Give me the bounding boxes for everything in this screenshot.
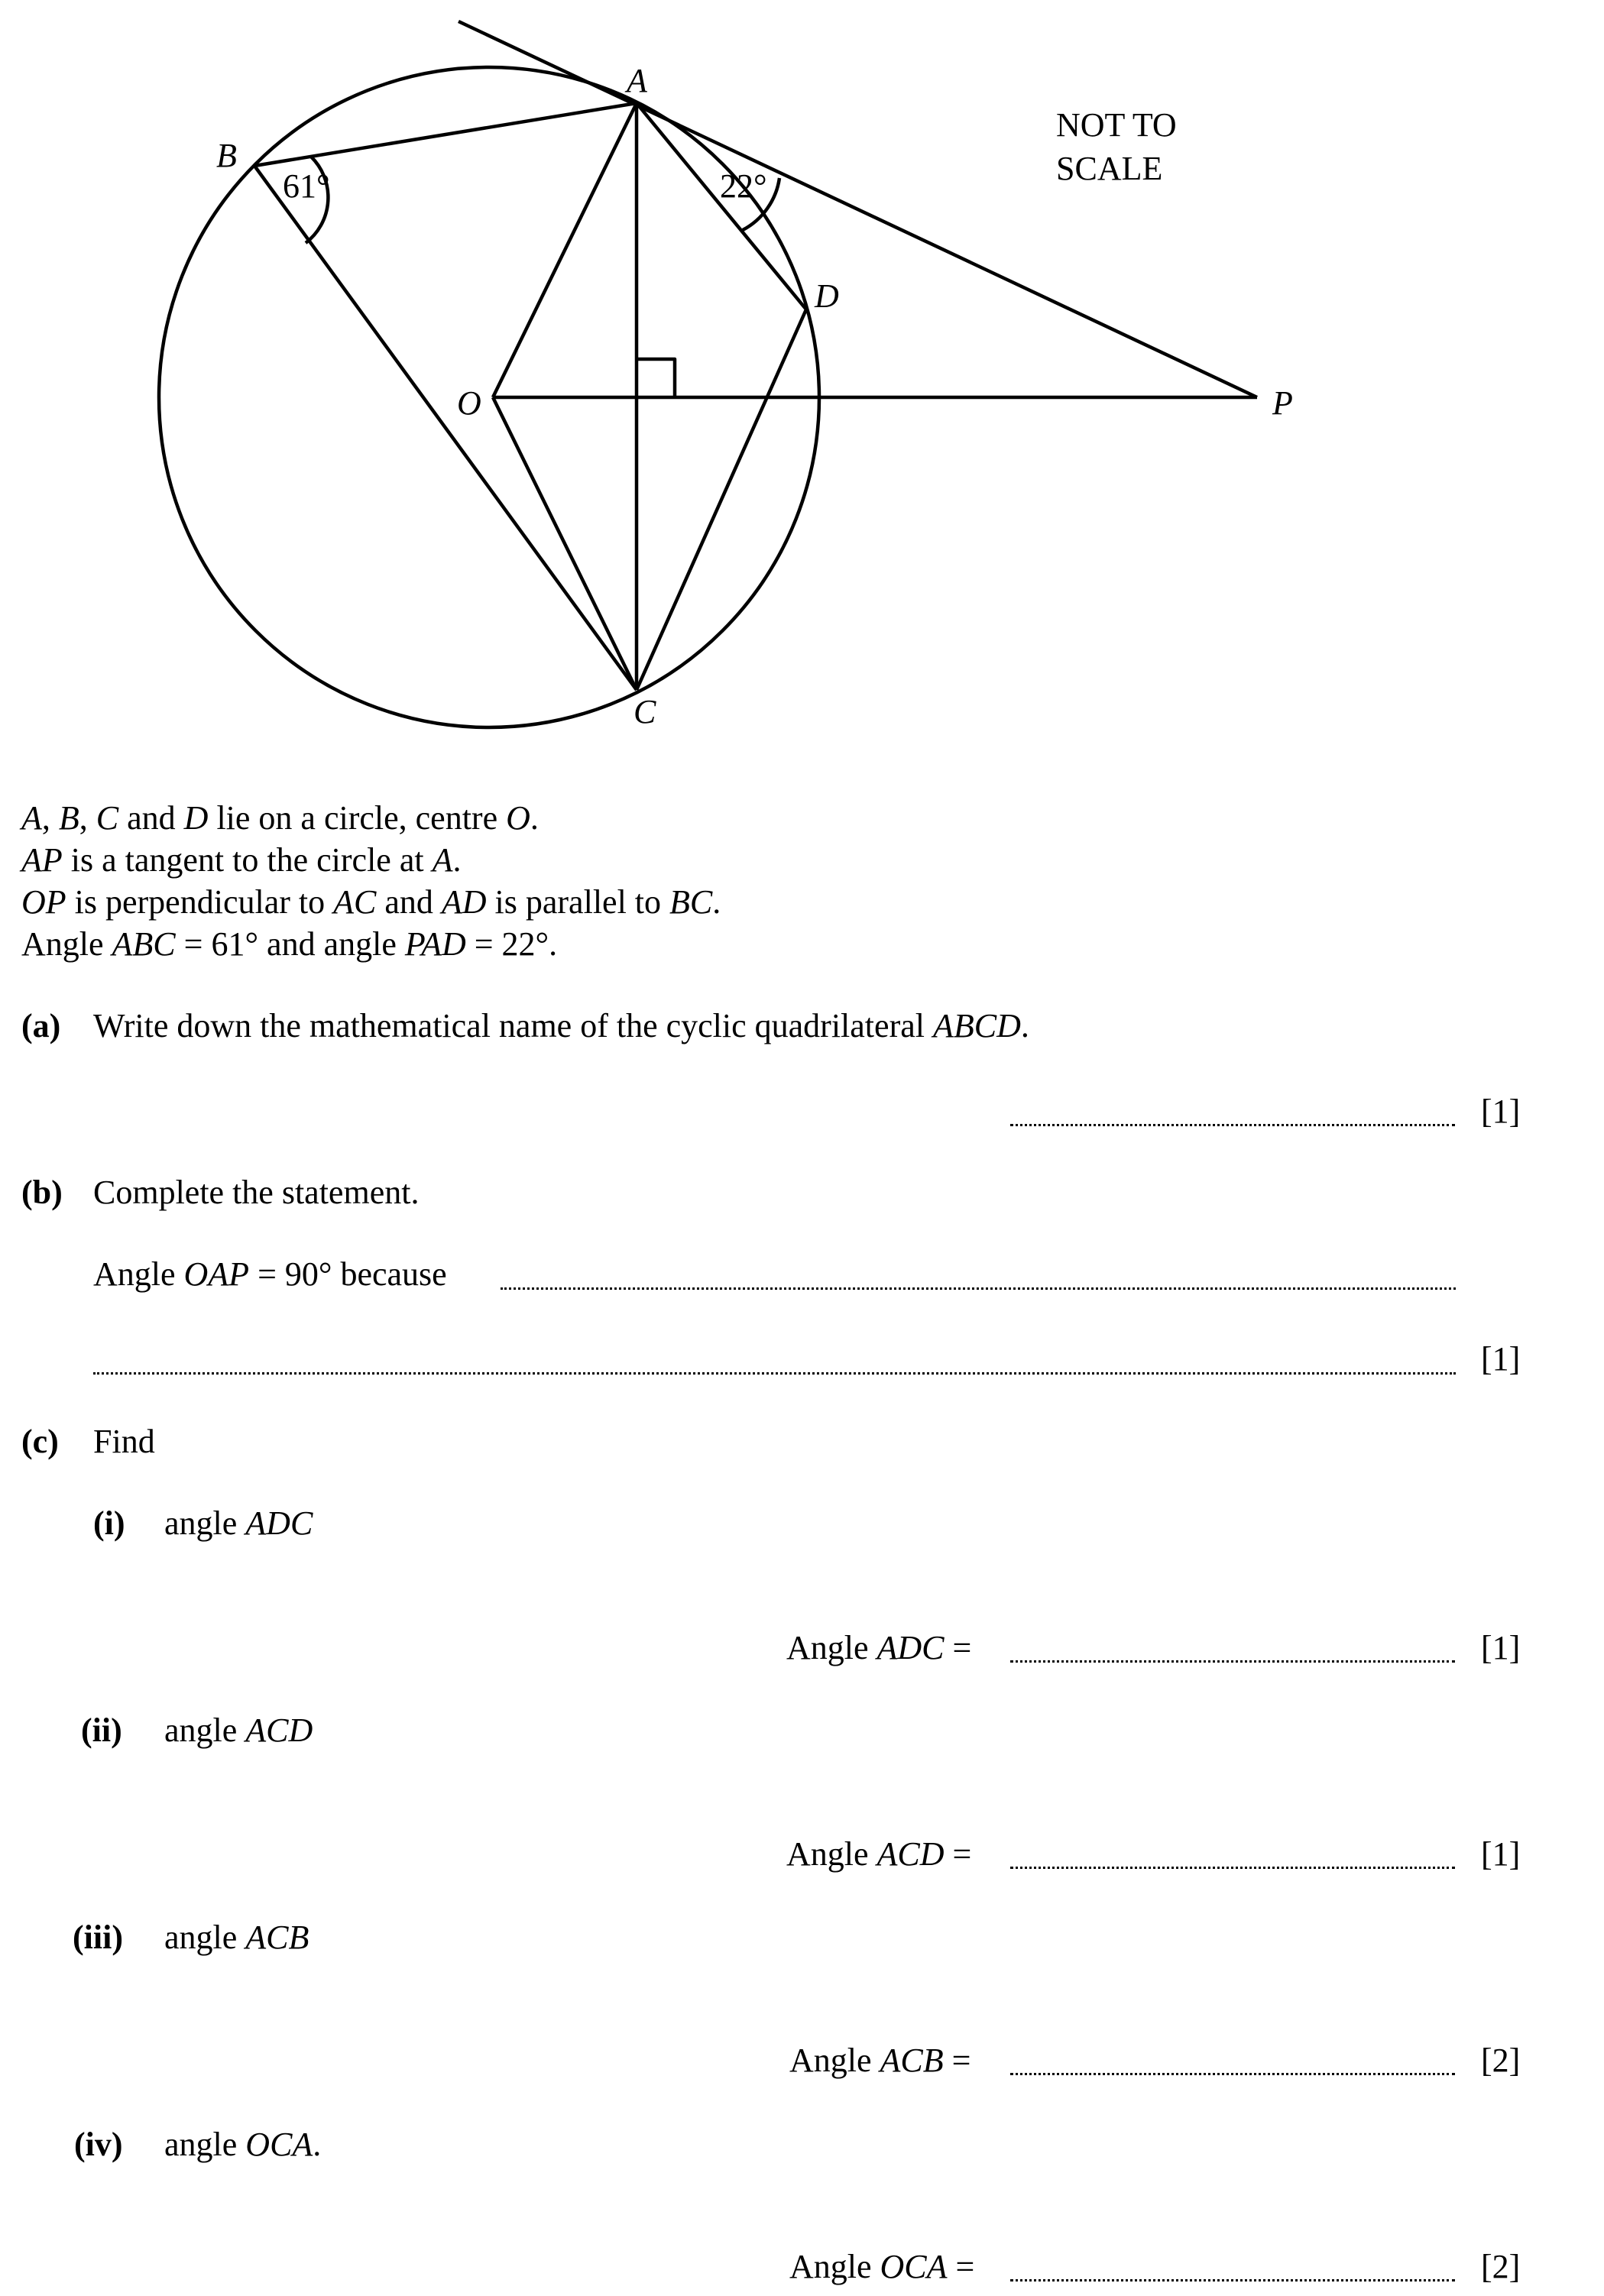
point-ref: AC (333, 883, 377, 921)
part-c-i-mark: [1] (1481, 1629, 1521, 1666)
point-ref: OP (21, 883, 66, 921)
part-c-iii-question: angle ACB (164, 1919, 309, 1956)
point-ref: ABC (112, 925, 176, 963)
part-c-iv-label: (iv) (74, 2126, 123, 2163)
part-a-answer-line[interactable] (1010, 1124, 1455, 1126)
part-c-iii-label: (iii) (73, 1919, 123, 1956)
part-b-answer-line-2[interactable] (93, 1372, 1456, 1375)
point-label-c: C (633, 693, 656, 730)
right-angle-marker (637, 359, 675, 397)
intro-line-2: AP is a tangent to the circle at A. (21, 841, 462, 879)
geometry-diagram (0, 0, 1604, 749)
point-label-o: O (457, 384, 481, 422)
intro-line-4: Angle ABC = 61° and angle PAD = 22°. (21, 925, 558, 963)
part-c-iii-answer-line[interactable] (1010, 2073, 1455, 2075)
point-ref: AP (21, 841, 63, 879)
part-c-ii-label: (ii) (81, 1711, 122, 1749)
part-c-i-answer-line[interactable] (1010, 1660, 1455, 1663)
part-c-i-answer-label: Angle ADC = (786, 1629, 972, 1666)
part-b-label: (b) (21, 1174, 63, 1211)
intro-line-1: A, B, C and D lie on a circle, centre O. (21, 799, 539, 837)
not-to-scale-line2: SCALE (1056, 150, 1163, 187)
part-c-iv-question: angle OCA. (164, 2126, 322, 2163)
part-c-iv-answer-line[interactable] (1010, 2279, 1455, 2281)
chord-bc (254, 166, 637, 690)
part-b-statement: Angle OAP = 90° because (93, 1255, 447, 1293)
not-to-scale-line1: NOT TO (1056, 106, 1177, 144)
point-label-d: D (815, 277, 839, 315)
part-c-ii-answer-label: Angle ACD = (786, 1835, 972, 1873)
part-c-iii-mark: [2] (1481, 2042, 1521, 2079)
chord-ad (637, 103, 806, 309)
part-b-mark: [1] (1481, 1340, 1521, 1378)
radius-oa (493, 103, 637, 397)
point-label-p: P (1272, 384, 1293, 422)
radius-oc (493, 397, 637, 690)
point-ref: C (96, 799, 119, 837)
point-ref: PAD (404, 925, 466, 963)
part-b-answer-line-1[interactable] (501, 1287, 1456, 1290)
point-ref: BC (669, 883, 713, 921)
part-c-ii-question: angle ACD (164, 1711, 313, 1749)
part-c-question: Find (93, 1423, 155, 1460)
point-ref: B (58, 799, 79, 837)
point-ref: A (432, 841, 453, 879)
point-label-b: B (216, 137, 237, 174)
part-c-iii-answer-label: Angle ACB = (789, 2042, 971, 2079)
part-a-question: Write down the mathematical name of the cyclic quadrilateral ABCD. (93, 1007, 1029, 1044)
part-b-question: Complete the statement. (93, 1174, 420, 1211)
part-c-iv-mark: [2] (1481, 2248, 1521, 2285)
part-a-label: (a) (21, 1007, 61, 1044)
point-ref: AD (441, 883, 487, 921)
part-c-i-question: angle ADC (164, 1504, 313, 1542)
part-c-ii-answer-line[interactable] (1010, 1867, 1455, 1869)
angle-label-pad: 22° (720, 167, 767, 205)
part-c-label: (c) (21, 1423, 59, 1460)
angle-label-abc: 61° (283, 167, 330, 205)
point-ref: O (506, 799, 530, 837)
point-ref: D (183, 799, 209, 837)
intro-line-3: OP is perpendicular to AC and AD is parallel to BC. (21, 883, 721, 921)
tangent-line-ap (459, 21, 1257, 397)
point-label-a: A (627, 62, 647, 99)
point-ref: A (21, 799, 42, 837)
part-a-mark: [1] (1481, 1093, 1521, 1130)
part-c-i-label: (i) (93, 1504, 125, 1542)
part-c-iv-answer-label: Angle OCA = (789, 2248, 975, 2285)
part-c-ii-mark: [1] (1481, 1835, 1521, 1873)
